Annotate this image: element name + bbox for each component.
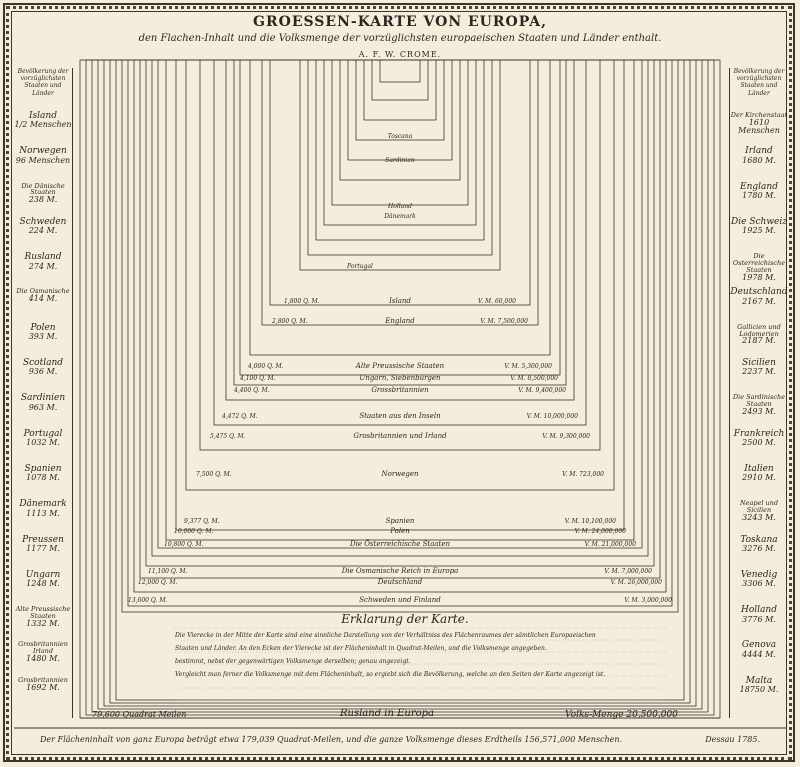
- entry-name: Polen: [30, 322, 56, 333]
- population-entry: [730, 606, 788, 624]
- population-entry: [730, 218, 788, 236]
- entry-name: Die Schweiz: [731, 216, 787, 227]
- population-entry: [730, 324, 788, 346]
- area-square: [364, 60, 436, 120]
- square-name-label: Spanien: [385, 517, 415, 525]
- square-area-label: 4,472 Q. M.: [222, 413, 258, 420]
- entry-name: Sardinien: [20, 393, 66, 404]
- russia-area-label: 79,600 Quadrat Meilen: [92, 710, 187, 719]
- square-label-group: [271, 317, 528, 325]
- entry-name: Genova: [741, 640, 777, 651]
- entry-name: England: [740, 181, 778, 192]
- square-people-label: V. M. 9,300,000: [542, 433, 590, 440]
- entry-name: Portugal: [23, 428, 63, 439]
- entry-value: 963 M.: [28, 402, 58, 412]
- square-area-label: 12,000 Q. M.: [138, 579, 178, 586]
- population-entry: [14, 430, 72, 448]
- square-area-label: 9,377 Q. M.: [184, 518, 220, 525]
- population-entry: [730, 359, 788, 377]
- square-label-group: [138, 578, 662, 586]
- entry-name: Neapel und Sicilien: [739, 499, 779, 515]
- entry-name: Alte Preussische Staaten: [15, 605, 71, 620]
- entry-value: 274 M.: [28, 261, 58, 271]
- entry-value: 3276 M.: [742, 543, 776, 553]
- population-entry: [730, 288, 788, 306]
- entry-value: 96 Menschen: [15, 155, 71, 165]
- population-entry: [14, 394, 72, 412]
- entry-value: 1480 M.: [26, 654, 60, 664]
- area-square: [176, 60, 624, 530]
- square-area-label: 13,600 Q. M.: [128, 597, 168, 604]
- footer-text: Der Flächeninhalt von ganz Europa beträgt etwa 179,039 Quadrat-Meilen, und die ganze Volksmenge dieses Erdtheils 156,571,000 Menschen.: [40, 735, 623, 744]
- left-population-column: [14, 68, 72, 718]
- entry-name: Grosbritannien Irland: [18, 640, 68, 656]
- area-square: [380, 60, 420, 82]
- population-entry: [14, 183, 72, 205]
- map-author: A. F. W. CROME.: [358, 50, 442, 59]
- entry-value: 1332 M.: [26, 618, 60, 628]
- square-people-label: V. M. 723,000: [562, 471, 604, 478]
- entry-value: 238 M.: [28, 195, 58, 205]
- square-people-label: V. M. 60,000: [477, 298, 516, 305]
- population-entry: [730, 641, 788, 659]
- population-entry: [730, 536, 788, 554]
- inner-square-label: Holland: [388, 203, 412, 210]
- population-entry: [14, 500, 72, 518]
- entry-value: 2910 M.: [742, 473, 776, 483]
- legend-line: bestimmt, nebst der gegenwärtigen Volksmenge derselben; genau angezeigt.: [175, 658, 411, 665]
- square-area-label: 4,400 Q. M.: [234, 387, 270, 394]
- square-name-label: Alte Preussische Staaten: [355, 362, 445, 370]
- square-label-group: [210, 432, 590, 440]
- entry-name: Rusland: [24, 252, 62, 263]
- square-area-label: 7,500 Q. M.: [196, 471, 232, 478]
- population-entry: [730, 253, 788, 282]
- entry-name: Italien: [744, 463, 774, 474]
- entry-name: Grosbritannien: [18, 675, 68, 684]
- entry-name: Die Osmanische: [16, 287, 70, 296]
- square-label-group: [128, 596, 672, 604]
- entry-value: 414 M.: [28, 294, 58, 304]
- area-square: [300, 60, 500, 270]
- square-label-group: [148, 567, 652, 575]
- area-square: [270, 60, 530, 305]
- population-entry: [14, 112, 72, 130]
- entry-name: Schweden: [19, 216, 67, 227]
- population-entry: [14, 324, 72, 342]
- column-heading: Bevölkerung der vorzüglichsten Staaten und Länder: [17, 68, 69, 97]
- column-heading: Bevölkerung der vorzüglichsten Staaten und Länder: [733, 68, 785, 97]
- square-name-label: Die Österreichische Staaten: [349, 540, 451, 548]
- population-entry: [730, 112, 788, 136]
- square-label-group: [284, 297, 516, 305]
- entry-name: Holland: [741, 605, 777, 616]
- square-area-label: 5,475 Q. M.: [210, 433, 246, 440]
- entry-name: Malta: [745, 675, 773, 686]
- population-entry: [14, 218, 72, 236]
- square-people-label: V. M. 10,000,000: [526, 413, 578, 420]
- entry-value: 3306 M.: [742, 579, 776, 589]
- square-name-label: Grosbritannien und Irland: [353, 432, 447, 440]
- entry-value: 1032 M.: [26, 438, 60, 448]
- inner-square-label: Sardinien: [385, 157, 415, 164]
- entry-name: Der Kirchenstaat: [730, 111, 788, 119]
- entry-value: 1925 M.: [742, 226, 776, 236]
- square-label-group: [174, 527, 626, 535]
- square-name-label: Ungarn, Siebenbürgen: [359, 374, 441, 382]
- square-people-label: V. M. 9,400,000: [518, 387, 566, 394]
- entry-name: Irland: [745, 146, 773, 157]
- entry-value: 4444 M.: [742, 649, 776, 659]
- square-area-label: 1,800 Q. M.: [284, 298, 320, 305]
- square-name-label: Die Osmanische Reich in Europa: [341, 567, 459, 575]
- population-entry: [14, 641, 72, 663]
- entry-name: Die Sardinische Staaten: [732, 393, 786, 409]
- area-square: [226, 60, 574, 400]
- population-entry: [14, 253, 72, 271]
- entry-name: Die Dänische Staaten: [21, 181, 65, 197]
- entry-name: Deutschland: [730, 287, 788, 298]
- population-entry: [14, 147, 72, 165]
- entry-value: 2493 M.: [742, 406, 776, 416]
- population-entry: [14, 536, 72, 554]
- square-people-label: V. M. 7,500,000: [480, 318, 528, 325]
- square-people-label: V. M. 10,100,000: [564, 518, 616, 525]
- entry-value: 1078 M.: [26, 473, 60, 483]
- population-entry: [14, 288, 72, 303]
- entry-name: Norwegen: [19, 146, 67, 157]
- square-label-group: [247, 362, 552, 370]
- square-people-label: V. M. 26,000,000: [610, 579, 662, 586]
- entry-name: Die Osterreichische Staaten: [732, 252, 786, 274]
- population-entry: [14, 359, 72, 377]
- square-people-label: V. M. 5,300,000: [504, 363, 552, 370]
- map-subtitle: den Flachen-Inhalt und die Volksmenge der vorzüglichsten europaeischen Staaten und Länder enthalt.: [138, 33, 662, 44]
- population-entry: [730, 183, 788, 201]
- population-entry: [730, 571, 788, 589]
- entry-value: 1/2 Menschen: [14, 120, 72, 130]
- entry-name: Island: [29, 111, 57, 121]
- entry-value: 1248 M.: [26, 579, 60, 589]
- population-entry: [14, 571, 72, 589]
- footer-date: Dessau 1785.: [705, 735, 760, 744]
- entry-value: 18750 M.: [739, 685, 779, 695]
- entry-name: Dänemark: [19, 499, 67, 510]
- square-area-label: 4,000 Q. M.: [248, 363, 284, 370]
- population-entry: [14, 606, 72, 628]
- entry-value: 1113 M.: [26, 508, 60, 518]
- square-area-label: 10,000 Q. M.: [174, 528, 214, 535]
- population-entry: [730, 394, 788, 416]
- square-name-label: Deutschland: [377, 578, 423, 586]
- entry-value: 224 M.: [28, 226, 58, 236]
- square-label-group: [196, 470, 604, 478]
- entry-value: 1780 M.: [742, 191, 776, 201]
- entry-value: 2237 M.: [742, 367, 776, 377]
- square-people-label: V. M. 21,000,000: [584, 541, 636, 548]
- square-people-label: V. M. 8,500,000: [510, 375, 558, 382]
- entry-value: 2500 M.: [742, 438, 776, 448]
- footer: [40, 735, 760, 744]
- entry-value: 2167 M.: [742, 296, 776, 306]
- entry-name: Gallicien und Lodomerien: [737, 322, 781, 338]
- russia-population-label: Volks-Menge 20,500,000: [565, 710, 678, 720]
- square-label-group: [221, 412, 578, 420]
- population-entry: [14, 677, 72, 692]
- square-name-label: Grossbritannien: [371, 386, 429, 394]
- population-entry: [730, 147, 788, 165]
- square-people-label: V. M. 7,000,000: [604, 568, 652, 575]
- legend-line: Staaten und Länder. An den Ecken der Vierecke ist der Flächeninhalt in Quadrat-Meilen, und die Volksmenge angegeben.: [175, 645, 547, 652]
- area-square: [324, 60, 476, 225]
- left-column-divider: [72, 68, 73, 718]
- entry-value: 393 M.: [28, 332, 58, 342]
- entry-name: Toskana: [740, 534, 778, 545]
- legend-line: Die Vierecke in der Mitte der Karte sind eine sinnliche Darstellung von der Verhältniss des Flächenraumes der sämtlichen Europaeischen: [175, 632, 596, 639]
- square-name-label: England: [385, 317, 415, 325]
- entry-value: 2187 M.: [742, 336, 776, 346]
- square-name-label: Staaten aus den Inseln: [359, 412, 441, 420]
- square-name-label: Polen: [390, 527, 410, 535]
- legend-title: Erklarung der Karte.: [341, 612, 469, 626]
- population-entry: [730, 465, 788, 483]
- entry-name: Venedig: [740, 569, 778, 580]
- right-column-divider: [729, 68, 730, 718]
- legend-line: Vergleicht man ferner die Volksmenge mit dem Flächeninhalt, so ergiebt sich die Bevölkerung, welche an den Seiten der Karte angezeigt ist.: [175, 671, 606, 678]
- square-label-group: [184, 517, 616, 525]
- entry-name: Ungarn: [25, 569, 61, 580]
- population-entry: [730, 500, 788, 522]
- right-population-column: [730, 68, 788, 718]
- entry-value: 1978 M.: [742, 272, 776, 282]
- square-area-label: 10,800 Q. M.: [164, 541, 204, 548]
- area-square: [234, 60, 566, 385]
- population-entry: [14, 465, 72, 483]
- entry-value: 1610 Menschen: [738, 117, 780, 136]
- inner-square-label: Toscana: [387, 133, 413, 140]
- square-area-label: 4,100 Q. M.: [240, 375, 276, 382]
- entry-value: 3243 M.: [742, 512, 776, 522]
- russia-label: Rusland in Europa: [340, 708, 435, 719]
- entry-name: Preussen: [22, 534, 64, 545]
- entry-name: Sicilien: [742, 358, 776, 369]
- entry-value: 3776 M.: [742, 614, 776, 624]
- square-name-label: Island: [389, 297, 411, 305]
- square-label-group: [233, 386, 566, 394]
- entry-name: Frankreich: [733, 428, 785, 439]
- square-people-label: V. M. 3,000,000: [624, 597, 672, 604]
- entry-value: 1680 M.: [742, 155, 776, 165]
- entry-value: 1692 M.: [26, 682, 60, 692]
- square-area-label: 11,100 Q. M.: [148, 568, 188, 575]
- entry-value: 1177 M.: [26, 543, 60, 553]
- square-area-label: 2,800 Q. M.: [272, 318, 308, 325]
- entry-name: Spanien: [24, 463, 62, 474]
- square-name-label: Schweden und Finland: [359, 596, 441, 604]
- map-title: GROESSEN-KARTE VON EUROPA,: [253, 14, 547, 30]
- entry-name: Scotland: [22, 358, 64, 369]
- population-entry: [730, 677, 788, 695]
- inner-square-label: Dänemark: [384, 213, 416, 220]
- inner-square-label: Portugal: [347, 263, 373, 270]
- square-name-label: Norwegen: [381, 470, 419, 478]
- population-entry: [730, 430, 788, 448]
- square-people-label: V. M. 24,000,000: [574, 528, 626, 535]
- entry-value: 936 M.: [28, 367, 58, 377]
